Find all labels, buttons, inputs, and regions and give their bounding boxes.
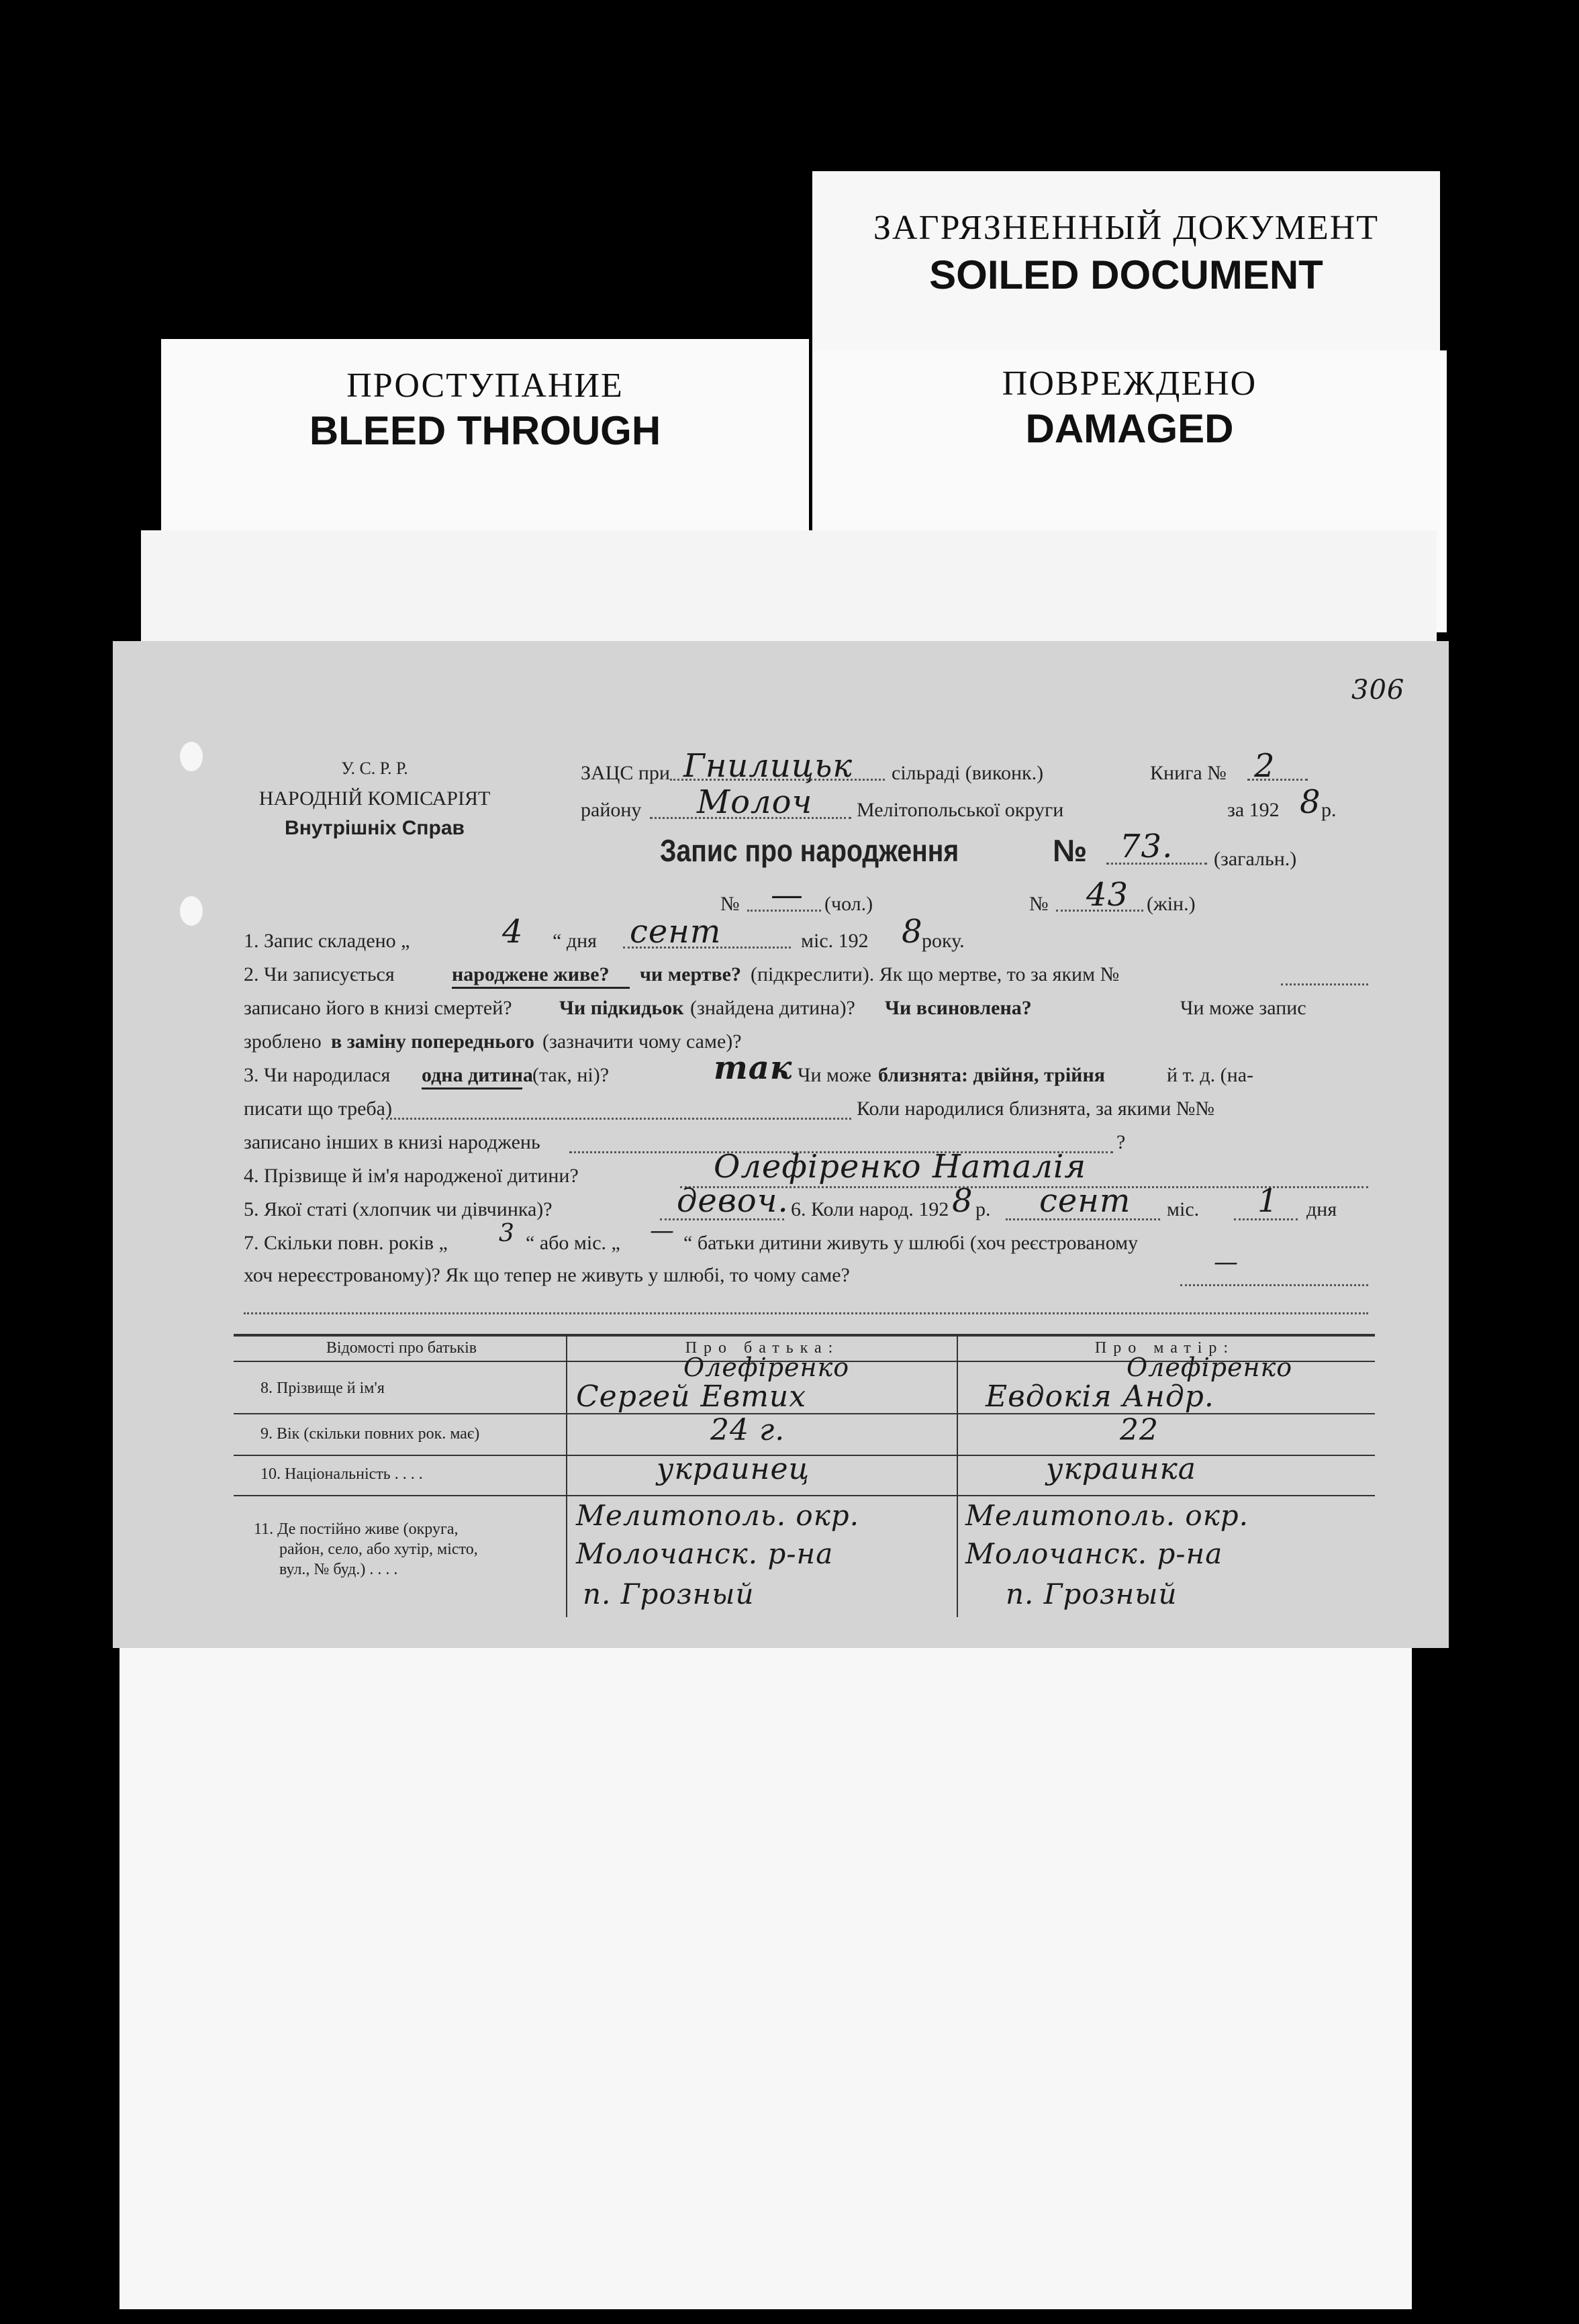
col-header-father: Про батька:: [685, 1339, 840, 1357]
q3-text: 3. Чи народилася: [244, 1064, 391, 1086]
q3-text-d: Чи може: [798, 1064, 871, 1086]
father-residence-3: п. Грозный: [583, 1578, 755, 1610]
title-number-sign: №: [1053, 833, 1088, 868]
mother-name: Евдокія Андр.: [986, 1379, 1214, 1414]
father-nationality: украинец: [657, 1452, 810, 1486]
q6-year: 8: [952, 1182, 973, 1220]
q6-text: 6. Коли народ. 192: [791, 1198, 949, 1220]
father-surname: Олефіренко: [683, 1353, 850, 1382]
q2-line2-e: Чи може запис: [1180, 997, 1306, 1019]
q3-text-c: (так, ні)?: [532, 1064, 610, 1086]
q4-text: 4. Прізвище й ім'я народженої дитини?: [244, 1165, 579, 1187]
mother-surname: Олефіренко: [1127, 1353, 1293, 1382]
title-number-dots: [1106, 863, 1207, 865]
q7-line3-dots: [244, 1312, 1368, 1314]
zats-suffix: сільраді (виконк.): [892, 762, 1044, 784]
q3-line2-b: Коли народилися близнята, за якими №№: [857, 1098, 1215, 1120]
row-residence-label-2: район, село, або хутір, місто,: [279, 1541, 478, 1558]
q2-born-alive: народжене живе?: [452, 963, 610, 985]
damaged-tag-ru: ПОВРЕЖДЕНО: [1002, 365, 1257, 403]
q7-line2-value: —: [1214, 1249, 1239, 1276]
q5-sex: девоч.: [677, 1182, 789, 1220]
row-age-label: 9. Вік (скільки повних рок. має): [260, 1425, 480, 1443]
lower-backing-sheet: [119, 1611, 1412, 2309]
father-name: Сергей Евтих: [576, 1379, 807, 1414]
father-residence-2: Молочанск. р-на: [576, 1537, 834, 1570]
bleed-tag-en: BLEED THROUGH: [309, 408, 661, 453]
q5-dots: [660, 1218, 784, 1220]
q7-months: —: [650, 1217, 675, 1245]
q2-dots: [1281, 983, 1368, 985]
damaged-tag-en: DAMAGED: [1025, 406, 1234, 451]
row-residence-label-3: вул., № буд.) . . . .: [279, 1561, 398, 1578]
female-number-dots: [1056, 910, 1143, 912]
total-label: (загальн.): [1214, 848, 1297, 870]
bleed-tag-ru: ПРОСТУПАНИЕ: [346, 367, 624, 405]
q2-underline: [452, 987, 630, 989]
q6-day-dots: [1234, 1218, 1298, 1220]
q3-twins: близнята: двійня, трійня: [878, 1064, 1105, 1086]
punch-hole: [180, 896, 203, 926]
mother-residence-2: Молочанск. р-на: [965, 1537, 1223, 1570]
q1-day: 4: [502, 913, 524, 951]
q6-text-b: р.: [975, 1198, 991, 1220]
book-dots: [1247, 779, 1308, 781]
zats-dots: [670, 779, 885, 781]
zats-value: Гнилицьк: [683, 747, 853, 785]
q7-text-b: “ або міс. „: [526, 1232, 620, 1254]
table-col-rule: [566, 1335, 567, 1617]
q6-text-c: міс.: [1167, 1198, 1200, 1220]
q2-replacement: в заміну попереднього: [331, 1030, 535, 1053]
q7-years: 3: [499, 1220, 515, 1247]
republic-label: У. С. Р. Р.: [341, 759, 408, 778]
female-number-value: 43: [1086, 876, 1129, 914]
q3-text-f: й т. д. (на-: [1167, 1064, 1254, 1086]
form-title: Запис про народження: [660, 833, 959, 868]
male-number-value: —: [771, 876, 804, 914]
q7-line2-dots: [1180, 1284, 1368, 1286]
female-label: (жін.): [1147, 893, 1196, 915]
district-dots: [650, 817, 851, 819]
q4-child-name: Олефіренко Наталія: [714, 1148, 1087, 1185]
title-number-value: 73.: [1120, 828, 1174, 865]
row-residence-label: 11. Де постійно живе (округа,: [254, 1520, 459, 1538]
page-number: 306: [1351, 675, 1405, 706]
district-prefix: району: [581, 799, 642, 821]
q6-text-d: дня: [1306, 1198, 1337, 1220]
q2-foundling: Чи підкидьок: [559, 997, 684, 1019]
q3-line2-dots: [381, 1118, 851, 1120]
q2-adopted: Чи всиновлена?: [885, 997, 1032, 1019]
row-name-label: 8. Прізвище й ім'я: [260, 1379, 385, 1397]
q3-line3-b: ?: [1116, 1131, 1126, 1153]
book-value: 2: [1254, 747, 1276, 785]
row-nationality-label: 10. Національність . . . .: [260, 1465, 423, 1483]
q6-day: 1: [1257, 1182, 1279, 1220]
district-value: Молоч: [697, 783, 813, 821]
col-header-info: Відомості про батьків: [326, 1339, 477, 1357]
department-label: Внутрішніх Справ: [285, 817, 465, 839]
year-prefix: за 192: [1227, 799, 1280, 821]
q1-text-b: “ дня: [553, 930, 597, 952]
mother-nationality: украинка: [1046, 1452, 1197, 1486]
q2-line3-a: зроблено: [244, 1030, 322, 1053]
male-number-dots: [747, 910, 821, 912]
father-residence-1: Мелитополь. окр.: [576, 1499, 860, 1532]
q1-text-c: міс. 192: [801, 930, 869, 952]
q2-text-d: (підкреслити). Як що мертве, то за яким №: [751, 963, 1120, 985]
mother-age: 22: [1120, 1413, 1159, 1447]
q6-month: сент: [1039, 1182, 1131, 1220]
q7-line2: хоч нереєстрованому)? Як що тепер не живуть у шлюбі, то чому саме?: [244, 1264, 850, 1286]
soiled-tag-ru: ЗАГРЯЗНЕННЫЙ ДОКУМЕНТ: [873, 209, 1380, 247]
mother-residence-3: п. Грозный: [1006, 1578, 1178, 1610]
table-row-rule: [234, 1495, 1375, 1496]
q6-month-dots: [1006, 1218, 1160, 1220]
q3-line2-a: писати що треба): [244, 1098, 392, 1120]
q1-month-dots: [623, 947, 791, 949]
q3-value: так: [714, 1049, 793, 1087]
year-suffix: р.: [1321, 799, 1337, 821]
q1-year: 8: [902, 913, 923, 951]
punch-hole: [180, 742, 203, 771]
zats-prefix: ЗАЦС при: [581, 762, 670, 784]
table-col-rule: [957, 1335, 958, 1617]
q3-underline: [422, 1087, 522, 1090]
q2-text: 2. Чи записується: [244, 963, 395, 985]
q3-line3-a: записано інших в книзі народжень: [244, 1131, 540, 1153]
male-number-sign: №: [720, 893, 740, 915]
year-value: 8: [1300, 783, 1321, 821]
district-suffix: Мелітопольської округи: [857, 799, 1064, 821]
q2-line2-a: записано його в книзі смертей?: [244, 997, 512, 1019]
q5-text: 5. Якої статі (хлопчик чи дівчинка)?: [244, 1198, 553, 1220]
father-age: 24 г.: [710, 1413, 785, 1447]
q2-line2-c: (знайдена дитина)?: [690, 997, 855, 1019]
table-top-rule: [234, 1334, 1375, 1337]
q2-stillborn: чи мертве?: [640, 963, 741, 985]
q7-text-c: “ батьки дитини живуть у шлюбі (хоч реєстрованому: [683, 1232, 1139, 1254]
birth-record-form: [113, 641, 1449, 1648]
col-header-mother: Про матір:: [1094, 1339, 1235, 1357]
q7-text: 7. Скільки повн. років „: [244, 1232, 448, 1254]
q1-month: сент: [630, 913, 722, 951]
male-label: (чол.): [824, 893, 873, 915]
mother-residence-1: Мелитополь. окр.: [965, 1499, 1249, 1532]
soiled-tag-en: SOILED DOCUMENT: [929, 252, 1323, 297]
q2-line3-c: (зазначити чому саме)?: [542, 1030, 742, 1053]
commissariat-label: НАРОДНІЙ КОМІСАРІЯТ: [258, 787, 491, 810]
q1-text-d: року.: [922, 930, 965, 952]
q3-single: одна дитина: [422, 1064, 533, 1086]
female-number-sign: №: [1029, 893, 1049, 915]
q1-text: 1. Запис складено „: [244, 930, 410, 952]
book-label: Книга №: [1150, 762, 1227, 784]
